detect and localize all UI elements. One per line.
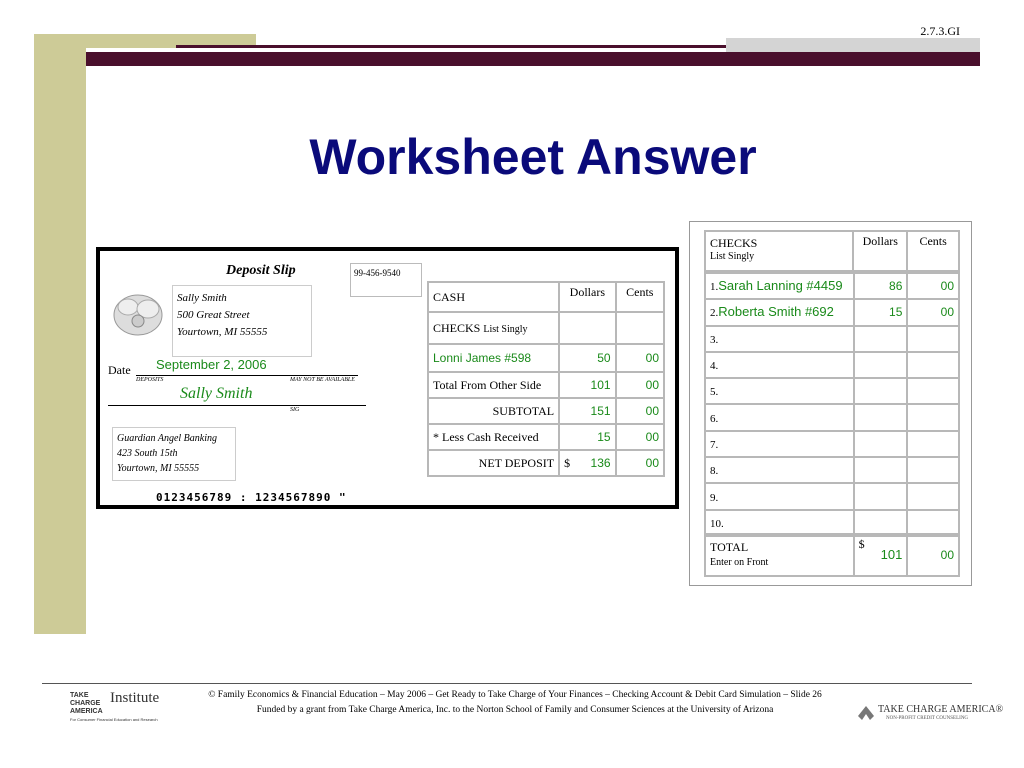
date-line (136, 375, 358, 376)
signature-line (108, 405, 366, 406)
decorative-grey-bar (726, 38, 980, 52)
check-row-cents[interactable] (907, 483, 959, 509)
dollars-header: Dollars (559, 282, 615, 312)
check-row-dollars[interactable] (854, 404, 908, 430)
total-label: TOTAL (710, 540, 749, 554)
address-line: 500 Great Street (177, 309, 250, 321)
logo-right-sub: NON-PROFIT CREDIT COUNSELING (886, 716, 969, 721)
bank-line: 423 South 15th (117, 448, 178, 459)
decorative-maroon-bar (86, 52, 980, 66)
check-row-dollars[interactable] (854, 326, 908, 352)
net-deposit-cents[interactable]: 00 (616, 450, 664, 476)
total-sub-label: Enter on Front (710, 557, 769, 568)
availability-caption: MAY NOT BE AVAILABLE (290, 377, 355, 383)
decorative-tan-bar (34, 34, 86, 634)
check-row-number: 9. (710, 491, 719, 504)
check-entry-dollars[interactable]: 50 (559, 344, 615, 372)
checks-header (705, 231, 853, 271)
check-row (705, 483, 959, 509)
bank-line: Yourtown, MI 55555 (117, 463, 200, 474)
logo-tagline: For Consumer Financial Education and Research (70, 717, 158, 722)
check-row-cents[interactable]: 00 (907, 273, 959, 299)
checks-header-sub: List Singly (710, 251, 755, 262)
take-charge-institute-logo (70, 690, 160, 722)
check-row-label-cell[interactable] (705, 299, 854, 325)
net-deposit-dollars-cell[interactable] (559, 450, 615, 476)
micr-line: 0123456789 : 1234567890 " (156, 491, 347, 504)
subtotal-cents[interactable]: 00 (616, 398, 664, 424)
check-row-cents[interactable] (907, 352, 959, 378)
footer-text (160, 688, 870, 718)
check-row-label-cell[interactable] (705, 457, 854, 483)
check-row-label-cell[interactable] (705, 483, 854, 509)
check-row-dollars[interactable] (854, 457, 908, 483)
logo-left-line: CHARGE (70, 700, 101, 707)
check-row-label-cell[interactable] (705, 326, 854, 352)
cash-label: CASH (428, 282, 559, 312)
check-row (705, 378, 959, 404)
date-field[interactable]: September 2, 2006 (156, 357, 267, 372)
less-cash-label: * Less Cash Received (428, 424, 559, 450)
check-row-label-cell[interactable] (705, 404, 854, 430)
checks-header-title: CHECKS (710, 236, 758, 250)
slide-code: 2.7.3.GI (920, 24, 960, 38)
total-dollars: 101 (880, 547, 903, 562)
checks-label (428, 312, 559, 344)
check-row-label-cell[interactable] (705, 378, 854, 404)
check-row-label-cell[interactable] (705, 352, 854, 378)
check-row-label: Roberta Smith #692 (718, 304, 834, 320)
logo-left-line: TAKE (70, 692, 89, 699)
check-row-number: 2. (710, 307, 719, 320)
check-row-dollars[interactable] (854, 431, 908, 457)
footer-funding: Funded by a grant from Take Charge America, Inc. to the Norton School of Family and Consumer Sciences at the University of Arizona (256, 705, 774, 715)
checks-label-small: List Singly (483, 323, 528, 335)
signature-caption: SIG (290, 407, 300, 413)
check-row-cents[interactable] (907, 431, 959, 457)
check-row-cents[interactable] (907, 457, 959, 483)
page-title: Worksheet Answer (309, 129, 757, 185)
tca-logo-icon (856, 702, 876, 722)
check-row-label-cell[interactable] (705, 273, 854, 299)
decorative-thin-line (176, 45, 726, 48)
deposits-caption: DEPOSITS (136, 377, 164, 383)
check-row-number: 1. (710, 281, 719, 294)
angel-logo-icon (108, 285, 168, 343)
check-row (705, 326, 959, 352)
check-row (705, 404, 959, 430)
footer-divider (42, 683, 972, 684)
logo-left-line: AMERICA (70, 708, 103, 715)
check-entry-cents[interactable]: 00 (616, 344, 664, 372)
check-row-number: 7. (710, 438, 719, 451)
check-row-cents[interactable]: 00 (907, 299, 959, 325)
check-row (705, 431, 959, 457)
checks-entries-table (704, 272, 960, 537)
total-dollars-cell[interactable] (854, 534, 908, 576)
dollars-header: Dollars (853, 231, 907, 271)
check-row (705, 352, 959, 378)
cents-header: Cents (907, 231, 959, 271)
less-cash-dollars[interactable]: 15 (559, 424, 615, 450)
slip-title: Deposit Slip (226, 263, 296, 278)
bank-line: Guardian Angel Banking (117, 433, 217, 444)
check-row-label-cell[interactable] (705, 431, 854, 457)
checks-total-label (705, 534, 854, 576)
less-cash-cents[interactable]: 00 (616, 424, 664, 450)
date-label: Date (108, 363, 131, 377)
checks-list-panel (689, 221, 972, 586)
check-row-cents[interactable] (907, 378, 959, 404)
checks-dollars-cell[interactable] (559, 312, 615, 344)
net-deposit-label: NET DEPOSIT (428, 450, 559, 476)
check-row-number: 4. (710, 360, 719, 373)
check-row-cents[interactable] (907, 326, 959, 352)
check-row-dollars[interactable]: 15 (854, 299, 908, 325)
address-line: Sally Smith (177, 292, 227, 304)
checks-table (704, 230, 960, 272)
total-other-side-cents[interactable]: 00 (616, 372, 664, 398)
routing-number: 99-456-9540 (350, 263, 422, 297)
logo-institute-text: Institute (110, 690, 160, 706)
checks-cents-cell[interactable] (616, 312, 664, 344)
check-row-number: 5. (710, 386, 719, 399)
total-other-side-label: Total From Other Side (428, 372, 559, 398)
check-row-number: 8. (710, 465, 719, 478)
logo-right-text: TAKE CHARGE AMERICA® (878, 704, 1004, 715)
net-deposit-dollars: 136 (590, 455, 611, 470)
check-row-label: Sarah Lanning #4459 (718, 278, 843, 294)
check-row-number: 3. (710, 333, 719, 346)
check-row (705, 457, 959, 483)
deposit-table (427, 281, 665, 477)
check-row-dollars[interactable] (854, 483, 908, 509)
address-line: Yourtown, MI 55555 (177, 326, 268, 338)
check-row (705, 299, 959, 325)
total-other-side-dollars[interactable]: 101 (559, 372, 615, 398)
cents-header: Cents (616, 282, 664, 312)
account-holder-address (172, 285, 312, 357)
checks-label-text: CHECKS (433, 320, 481, 335)
check-row (705, 273, 959, 299)
footer-copyright: © Family Economics & Financial Education – May 2006 – Get Ready to Take Charge of Your Finances – Checking Account & Debit Card Simulation – Slide 26 (208, 690, 822, 700)
deposit-slip (96, 247, 679, 509)
check-row-dollars[interactable] (854, 378, 908, 404)
check-row-dollars[interactable]: 86 (854, 273, 908, 299)
subtotal-label: SUBTOTAL (428, 398, 559, 424)
bank-address (112, 427, 236, 481)
check-row-cents[interactable] (907, 404, 959, 430)
subtotal-dollars[interactable]: 151 (559, 398, 615, 424)
total-cents[interactable]: 00 (907, 534, 959, 576)
check-row-dollars[interactable] (854, 352, 908, 378)
total-dollar-sign: $ (858, 537, 865, 551)
dollar-sign: $ (564, 455, 571, 470)
check-row-number: 6. (710, 412, 719, 425)
check-entry-label[interactable]: Lonni James #598 (428, 344, 559, 372)
check-row-number: 10. (710, 517, 724, 530)
checks-total-table (704, 533, 960, 577)
signature-field[interactable]: Sally Smith (180, 385, 253, 402)
